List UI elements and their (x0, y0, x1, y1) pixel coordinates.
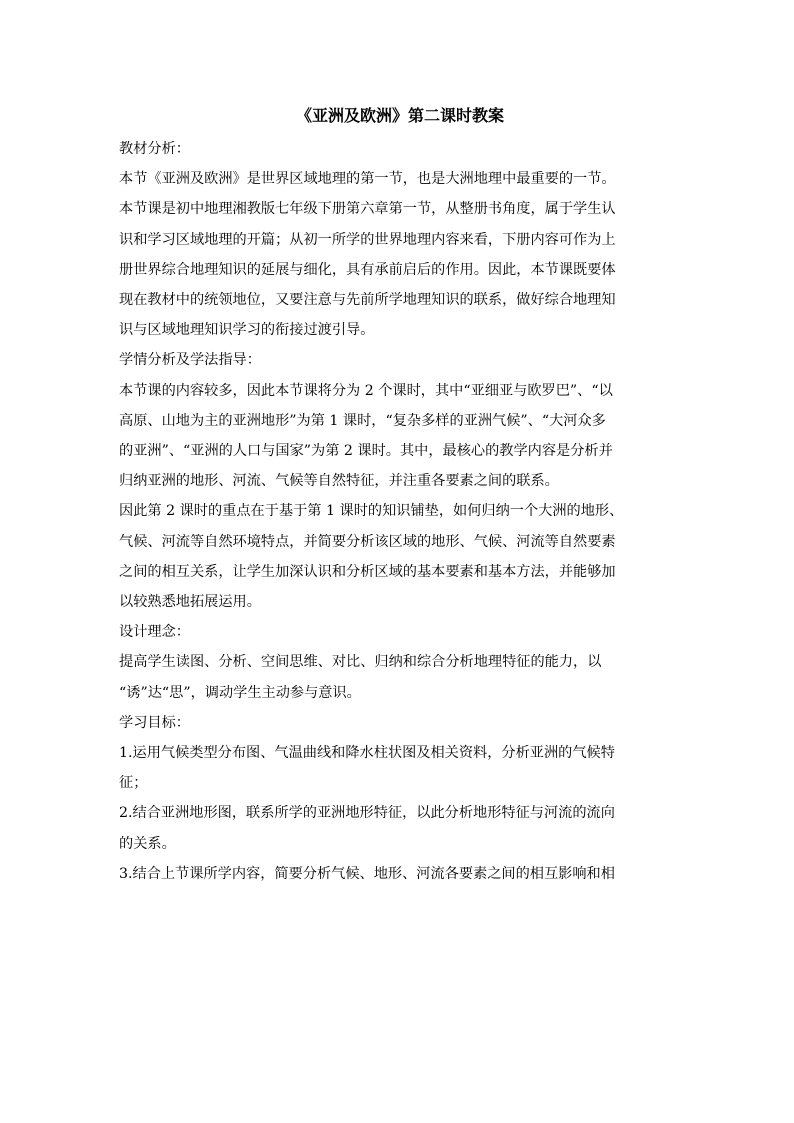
paragraph-line: 的亚洲”、“亚洲的人口与国家”为第 2 课时。其中，最核心的教学内容是分析并 (119, 443, 613, 460)
heading-learner-analysis: 学情分析及学法指导： (119, 352, 261, 369)
paragraph-line: 现在教材中的统领地位，又要注意与先前所学地理知识的联系，做好综合地理知 (119, 292, 616, 309)
paragraph-line: 之间的相互关系，让学生加深认识和分析区域的基本要素和基本方法，并能够加 (119, 563, 616, 580)
paragraph-line: 本节《亚洲及欧洲》是世界区域地理的第一节，也是大洲地理中最重要的一节。 (119, 171, 616, 188)
objective-line: 2.结合亚洲地形图，联系所学的亚洲地形特征，以此分析地形特征与河流的流向 (119, 805, 615, 822)
objective-line: 1.运用气候类型分布图、气温曲线和降水柱状图及相关资料，分析亚洲的气候特 (119, 745, 615, 762)
paragraph-line: 识和学习区域地理的开篇；从初一所学的世界地理内容来看，下册内容可作为上 (119, 231, 616, 248)
paragraph-line: 高原、山地为主的亚洲地形”为第 1 课时，“复杂多样的亚洲气候”、“大河众多 (119, 412, 606, 429)
heading-design-concept: 设计理念： (119, 624, 190, 641)
document-title: 《亚洲及欧洲》第二课时教案 (295, 106, 504, 125)
paragraph-line: 归纳亚洲的地形、河流、气候等自然特征，并注重各要素之间的联系。 (119, 473, 559, 490)
paragraph-line: 册世界综合地理知识的延展与细化，具有承前启后的作用。因此，本节课既要体 (119, 261, 616, 278)
paragraph-line: 本节课是初中地理湘教版七年级下册第六章第一节，从整册书角度，属于学生认 (119, 201, 616, 218)
paragraph-line: 因此第 2 课时的重点在于基于第 1 课时的知识铺垫，如何归纳一个大洲的地形、 (119, 503, 624, 520)
heading-textbook-analysis: 教材分析： (119, 141, 190, 157)
paragraph-line: 本节课的内容较多，因此本节课将分为 2 个课时，其中“亚细亚与欧罗巴”、“以 (119, 382, 613, 399)
document-body (119, 134, 681, 889)
paragraph-line: 以较熟悉地拓展运用。 (119, 594, 261, 611)
paragraph-line: 提高学生读图、分析、空间思维、对比、归纳和综合分析地理特征的能力，以 (119, 654, 602, 671)
objective-line: 征； (119, 775, 148, 792)
objective-line: 的关系。 (119, 835, 176, 852)
paragraph-line: “诱”达“思”，调动学生主动参与意识。 (119, 684, 361, 701)
document-page (119, 100, 681, 889)
paragraph-line: 识与区域地理知识学习的衔接过渡引导。 (119, 322, 375, 339)
objective-line: 3.结合上节课所学内容，简要分析气候、地形、河流各要素之间的相互影响和相 (119, 865, 615, 882)
paragraph-line: 气候、河流等自然环境特点，并简要分析该区域的地形、气候、河流等自然要素 (119, 533, 616, 550)
heading-learning-objectives: 学习目标： (119, 714, 190, 731)
